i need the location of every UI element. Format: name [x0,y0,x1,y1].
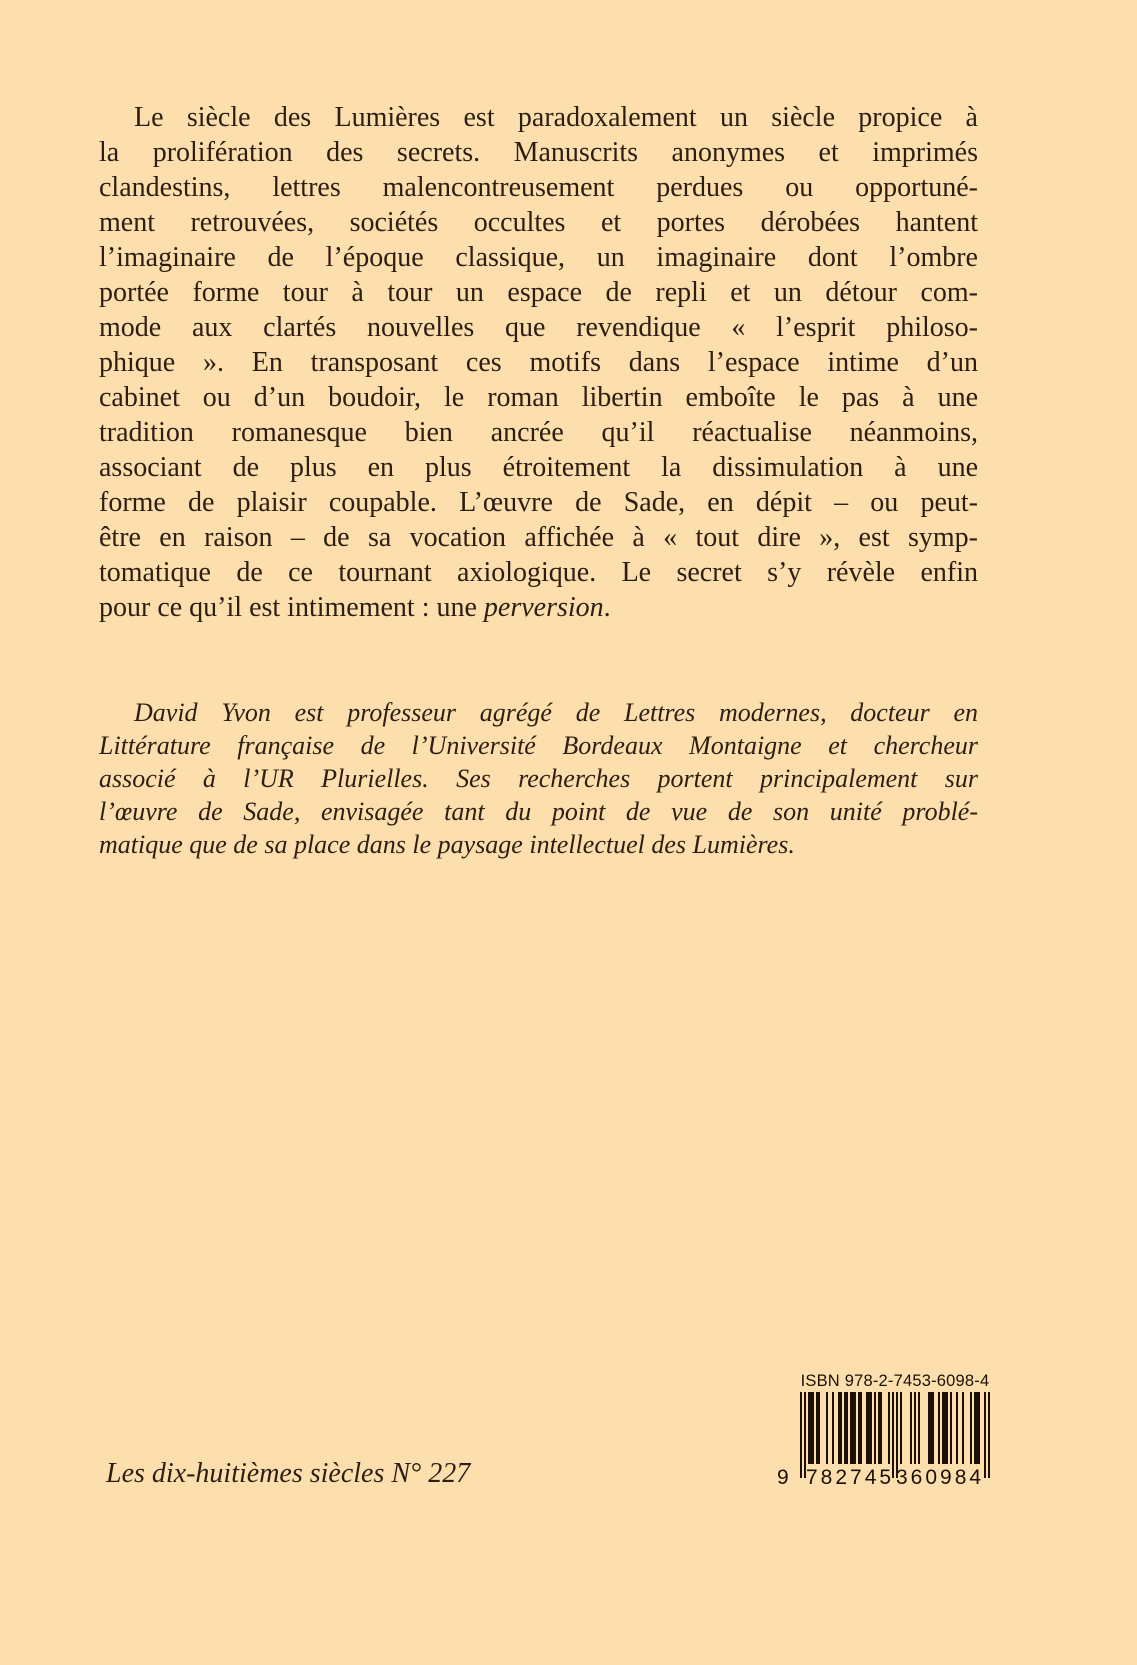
isbn-barcode-block [775,1372,990,1496]
synopsis-line: mode aux clartés nouvelles que revendique « l’esprit philoso- [99,312,978,343]
synopsis-line: cabinet ou d’un boudoir, le roman libertin emboîte le pas à une [99,382,978,413]
synopsis-line [99,590,978,625]
synopsis-line: portée forme tour à tour un espace de repli et un détour com- [99,277,978,308]
synopsis-line: forme de plaisir coupable. L’œuvre de Sade, en dépit – ou peut- [99,487,978,518]
synopsis-line: phique ». En transposant ces motifs dans l’espace intime d’un [99,347,978,378]
synopsis-line: tomatique de ce tournant axiologique. Le secret s’y révèle enfin [99,557,978,588]
isbn-number: ISBN 978-2-7453-6098-4 [800,1372,990,1390]
bio-line: matique que de sa place dans le paysage intellectuel des Lumières. [99,830,795,859]
synopsis-line: être en raison – de sa vocation affichée à « tout dire », est symp- [99,522,978,553]
synopsis-italic-word: perversion [483,592,604,623]
barcode-digits-left: 782745 [806,1466,895,1489]
bio-line: David Yvon est professeur agrégé de Lettres modernes, docteur en [134,698,978,727]
barcode-digits-right: 360984 [896,1466,985,1489]
synopsis-line: la prolifération des secrets. Manuscrits anonymes et imprimés [99,137,978,168]
synopsis-line: l’imaginaire de l’époque classique, un imaginaire dont l’ombre [99,242,978,273]
synopsis-line: ment retrouvées, sociétés occultes et portes dérobées hantent [99,207,978,238]
bio-line: associé à l’UR Plurielles. Ses recherches portent principalement sur [99,764,978,793]
synopsis-last-line-text: pour ce qu’il est intimement : une [99,592,484,623]
collection-label: Les dix-huitièmes siècles N° 227 [106,1458,471,1489]
barcode-digit-lead: 9 [777,1466,789,1489]
synopsis-line: associant de plus en plus étroitement la dissimulation à une [99,452,978,483]
author-bio-paragraph [99,696,978,861]
synopsis-last-line-period: . [603,592,611,623]
bio-line: Littérature française de l’Université Bordeaux Montaigne et chercheur [99,731,978,760]
synopsis-line: clandestins, lettres malencontreusement perdues ou opportuné- [99,172,978,203]
synopsis-paragraph [99,100,978,625]
synopsis-line: Le siècle des Lumières est paradoxalement un siècle propice à [134,102,978,133]
bio-line: l’œuvre de Sade, envisagée tant du point de vue de son unité problé- [99,797,978,826]
synopsis-line: tradition romanesque bien ancrée qu’il réactualise néanmoins, [99,417,978,448]
